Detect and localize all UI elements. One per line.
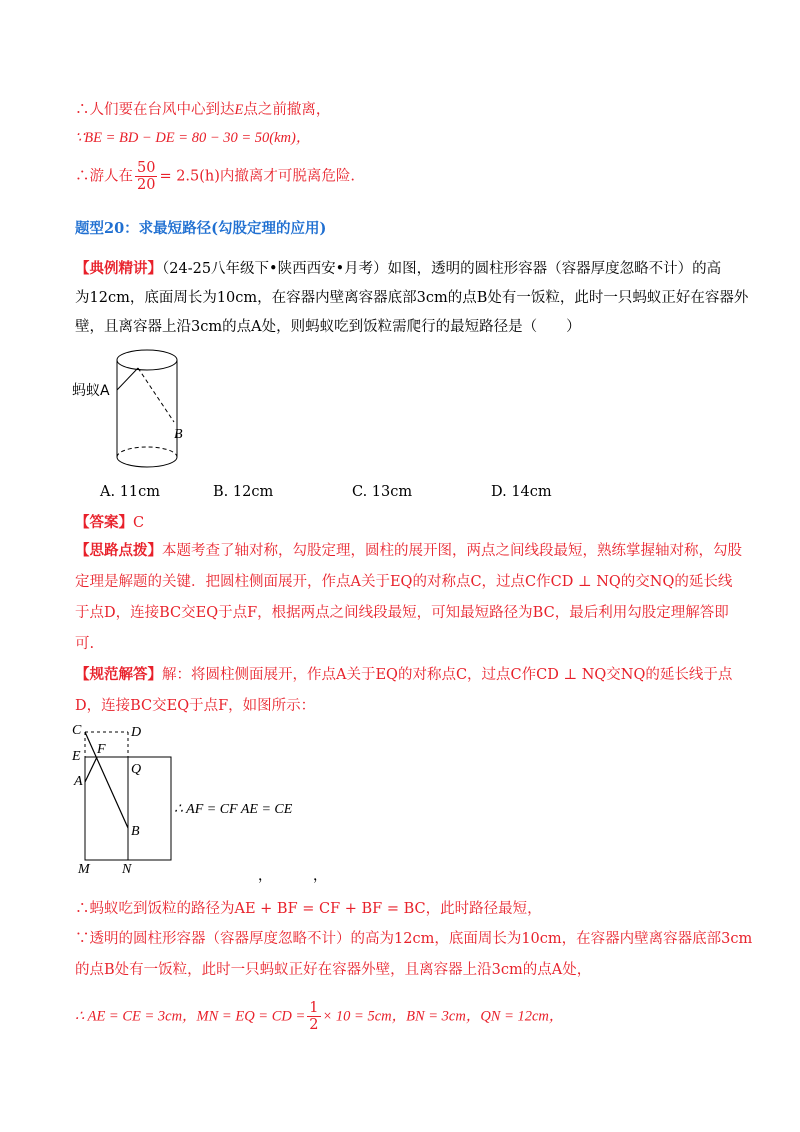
example-line-1: 【典例精讲】（24-25八年级下•陕西西安•月考）如图，透明的圆柱形容器（容器厚度忽略不计）的高 — [75, 260, 722, 277]
label-d: D — [131, 725, 142, 740]
hint-line-4: 可. — [75, 636, 95, 652]
answer-line: 【答案】C — [75, 514, 145, 531]
cylinder-bottom-back — [117, 447, 177, 457]
reasoning-line-1: ∴人们要在台风中心到达E点之前撤离， — [75, 102, 331, 118]
fraction: $\frac{50}{20}$ — [137, 160, 156, 193]
conclusion-line-1: ∴蚂蚁吃到饭粒的路径为AE + BF = CF + BF = BC，此时路径最短， — [75, 901, 542, 917]
point-b-label: B — [174, 427, 183, 442]
fraction-half: $\frac{1}{2}$ — [309, 1000, 319, 1033]
conclusion-line-2: ∵透明的圆柱形容器（容器厚度忽略不计）的高为12cm，底面周长为10cm，在容器内壁离容器底部3cm — [75, 931, 753, 947]
conclusion-line-3: 的点B处有一饭粒，此时一只蚂蚁正好在容器外壁，且离容器上沿3cm的点A处， — [75, 962, 592, 978]
example-line-2: 为12cm，底面周长为10cm，在容器内壁离容器底部3cm的点B处有一饭粒，此时一只蚂蚁正好在容器外 — [75, 290, 749, 306]
line-cb — [85, 732, 128, 828]
label-f: F — [97, 742, 106, 757]
line-af — [85, 757, 97, 782]
section-title: 题型20：求最短路径(勾股定理的应用) — [75, 220, 327, 237]
label-b: B — [131, 824, 140, 839]
comma-2: ， — [313, 869, 327, 884]
cylinder-top-ellipse — [117, 350, 177, 370]
comma-1: ， — [258, 869, 272, 884]
option-c[interactable]: C. 13cm — [352, 484, 413, 500]
hint-line-2: 定理是解题的关键．把圆柱侧面展开，作点A关于EQ的对称点C，过点C作CD ⊥ NQ的交NQ的延长线 — [75, 574, 733, 590]
solution-line-1: 【规范解答】解：将圆柱侧面展开，作点A关于EQ的对称点C，过点C作CD ⊥ NQ交NQ的延长线于点 — [75, 666, 733, 683]
path-segment-outer — [117, 368, 138, 390]
ant-label: 蚂蚁A — [72, 383, 110, 399]
cylinder-figure — [70, 340, 210, 480]
option-a[interactable]: A. 11cm — [100, 484, 161, 500]
label-n: N — [122, 862, 132, 877]
path-segment-inner — [138, 368, 174, 422]
example-tag: 【典例精讲】 — [75, 260, 162, 277]
option-b[interactable]: B. 12cm — [213, 484, 274, 500]
label-e: E — [72, 749, 81, 764]
label-a: A — [74, 774, 83, 789]
cylinder-bottom-front — [117, 457, 177, 467]
label-m: M — [78, 862, 90, 877]
option-d[interactable]: D. 14cm — [491, 484, 552, 500]
example-line-3: 壁，且离容器上沿3cm的点A处，则蚂蚁吃到饭粒需爬行的最短路径是（ ） — [75, 319, 581, 335]
solution-line-2: D，连接BC交EQ于点F，如图所示： — [75, 698, 316, 714]
net-figure — [70, 720, 327, 885]
reasoning-line-2: ∵BE = BD − DE = 80 − 30 = 50(km)， — [75, 130, 311, 146]
hint-line-3: 于点D，连接BC交EQ于点F，根据两点之间线段最短，可知最短路径为BC，最后利用勾股定理解答即 — [75, 605, 729, 621]
label-q: Q — [131, 762, 142, 777]
hint-line-1: 【思路点拨】本题考查了轴对称，勾股定理，圆柱的展开图，两点之间线段最短，熟练掌握轴对称，勾股 — [75, 542, 742, 559]
conclusion-line-4: ∴ AE = CE = 3cm，MN = EQ = CD = $\frac{1}{2}$ × 10 = 5cm，BN = 3cm，QN = 12cm， — [75, 1000, 564, 1033]
reasoning-line-3: ∴游人在 $\frac{50}{20}$ = 2.5(h)内撤离才可脱离危险. — [75, 160, 356, 193]
label-c: C — [72, 723, 82, 738]
net-side-text: ∴ AF = CF AE = CE — [174, 802, 293, 817]
